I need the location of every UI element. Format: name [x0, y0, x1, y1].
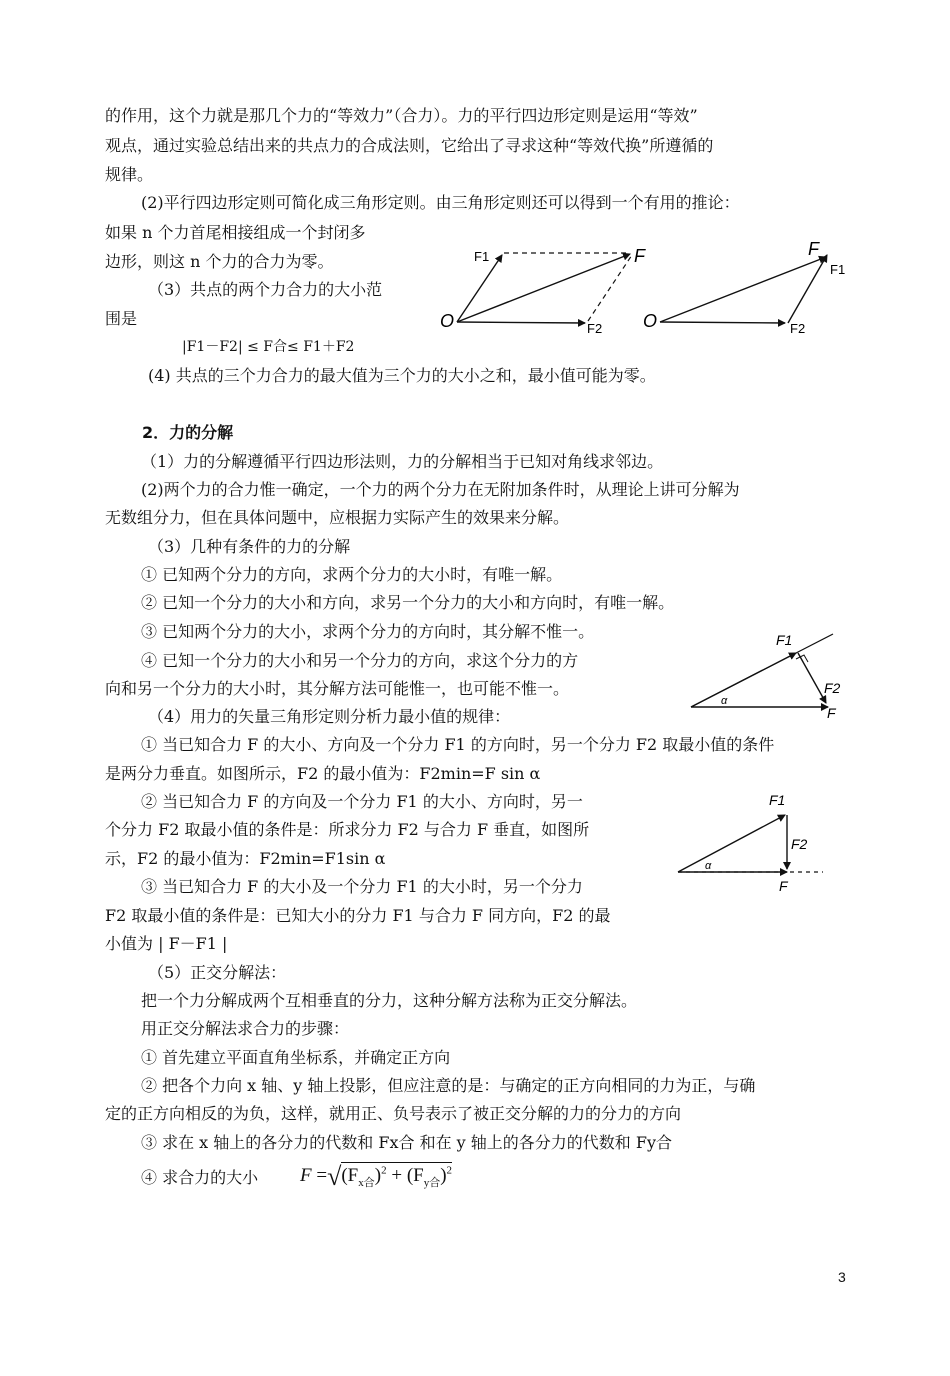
text-line: 是两分力垂直。如图所示，F2 的最小值为：F2min=F sin α — [105, 764, 541, 783]
label-f1: F1 — [769, 792, 786, 808]
text-line: 边形，则这 n 个力的合力为零。 — [105, 252, 334, 271]
text-line: F2 取最小值的条件是：已知大小的分力 F1 与合力 F 同方向，F2 的最 — [105, 906, 611, 925]
label-alpha: α — [721, 695, 728, 707]
text-line: （3）共点的两个力合力的大小范 — [148, 280, 383, 299]
text-line: ③ 已知两个分力的大小，求两个分力的方向时，其分解不惟一。 — [141, 622, 595, 641]
incline-decomposition-diagram — [688, 625, 853, 720]
text-line: ① 已知两个分力的方向，求两个分力的大小时，有唯一解。 — [141, 565, 563, 584]
resultant-formula — [300, 1162, 452, 1192]
text-line: （1）力的分解遵循平行四边形法则，力的分解相当于已知对角线求邻边。 — [141, 452, 664, 471]
label-f1: F1 — [830, 262, 846, 277]
text-line: (2)平行四边形定则可简化成三角形定则。由三角形定则还可以得到一个有用的推论： — [141, 193, 740, 212]
text-line: ③ 求在 x 轴上的各分力的代数和 Fx合 和在 y 轴上的各分力的代数和 Fy合 — [141, 1133, 673, 1152]
text-line: 无数组分力，但在具体问题中，应根据力实际产生的效果来分解。 — [105, 508, 570, 527]
section-heading: 2．力的分解 — [142, 423, 234, 442]
label-f: F — [827, 705, 836, 721]
label-alpha: α — [705, 860, 712, 872]
label-f2: F2 — [824, 680, 841, 696]
label-f2: F2 — [790, 321, 806, 336]
text-line: ① 当已知合力 F 的大小、方向及一个分力 F1 的方向时，另一个分力 F2 取最小值的条件 — [141, 735, 775, 754]
formula-lhs: F — [300, 1165, 312, 1186]
label-f: F — [779, 878, 788, 894]
text-line: 围是 — [105, 309, 138, 328]
radicand: $(F_{x合})^2 + (F_{y合})^2$ — [341, 1162, 452, 1186]
text-line: 的作用，这个力就是那几个力的“等效力”（合力）。力的平行四边形定则是运用“等效” — [105, 106, 698, 125]
label-f2: F2 — [587, 321, 603, 336]
text-line: 规律。 — [105, 165, 154, 184]
triangle-diagram — [640, 235, 860, 340]
text-line: ② 当已知合力 F 的方向及一个分力 F1 的大小、方向时，另一 — [141, 792, 583, 811]
text-line: 把一个力分解成两个互相垂直的分力，这种分解方法称为正交分解法。 — [141, 991, 638, 1010]
text-line: (2)两个力的合力惟一确定，一个力的两个分力在无附加条件时，从理论上讲可分解为 — [141, 480, 740, 499]
text-line: ① 首先建立平面直角坐标系，并确定正方向 — [141, 1048, 451, 1067]
label-f2: F2 — [791, 836, 808, 852]
text-line: （5）正交分解法： — [148, 963, 287, 982]
range-inequality: |F1－F2| ≤ F合≤ F1＋F2 — [182, 339, 355, 355]
text-line: 向和另一个分力的大小时，其分解方法可能惟一，也可能不惟一。 — [105, 679, 570, 698]
label-f1: F1 — [474, 249, 490, 264]
label-f1: F1 — [776, 632, 793, 648]
page-number: 3 — [838, 1269, 846, 1285]
text-line: (4) 共点的三个力合力的最大值为三个力的大小之和，最小值可能为零。 — [148, 366, 656, 385]
formula-eq: = — [316, 1165, 328, 1186]
text-line: 用正交分解法求合力的步骤： — [141, 1019, 350, 1038]
label-o: O — [643, 311, 658, 331]
text-line: 示，F2 的最小值为：F2min=F1sin α — [105, 849, 386, 868]
text-line: ② 已知一个分力的大小和方向，求另一个分力的大小和方向时，有唯一解。 — [141, 593, 675, 612]
text-line: （4）用力的矢量三角形定则分析力最小值的规律： — [148, 707, 511, 726]
text-line: ② 把各个力向 x 轴、y 轴上投影，但应注意的是：与确定的正方向相同的力为正，与确 — [141, 1076, 756, 1095]
label-f: F — [634, 246, 645, 266]
text-line: 个分力 F2 取最小值的条件是：所求分力 F2 与合力 F 垂直，如图所 — [105, 820, 590, 839]
text-line: （3）几种有条件的力的分解 — [148, 537, 351, 556]
text-line: 小值为 | F－F1 | — [105, 934, 228, 953]
text-line: 如果 n 个力首尾相接组成一个封闭多 — [105, 223, 366, 242]
perpendicular-minimum-diagram — [675, 785, 835, 900]
text-line: ④ 已知一个分力的大小和另一个分力的方向，求这个分力的方 — [141, 651, 579, 670]
label-f: F — [808, 239, 819, 259]
sqrt-icon: √ — [327, 1162, 342, 1191]
text-line: 定的正方向相反的为负，这样，就用正、负号表示了被正交分解的力的分力的方向 — [105, 1104, 682, 1123]
label-o: O — [440, 311, 455, 331]
parallelogram-diagram — [430, 235, 660, 340]
text-line: 观点，通过实验总结出来的共点力的合成法则，它给出了寻求这种“等效代换”所遵循的 — [105, 136, 714, 155]
text-line: ④ 求合力的大小 — [141, 1168, 259, 1187]
text-line: ③ 当已知合力 F 的大小及一个分力 F1 的大小时，另一个分力 — [141, 877, 583, 896]
